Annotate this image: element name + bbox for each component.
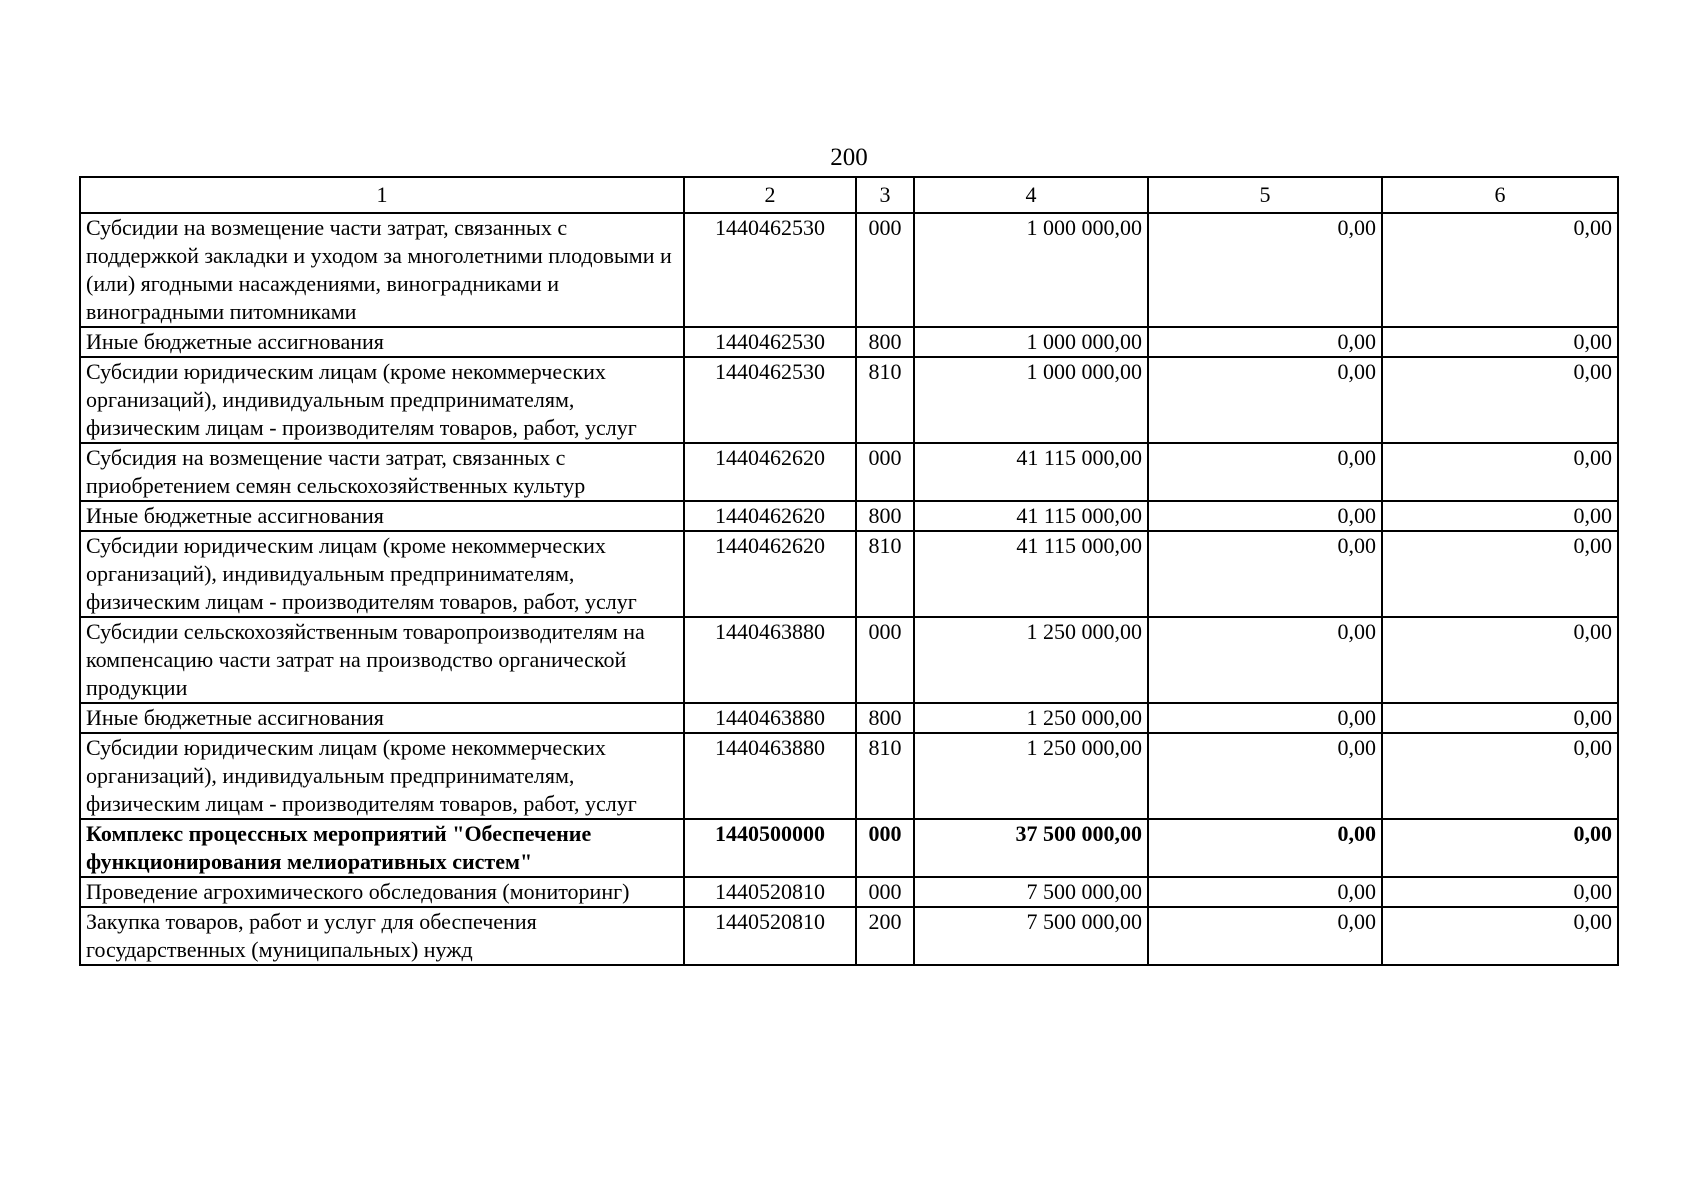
table-row [80, 907, 1618, 965]
row-name: Закупка товаров, работ и услуг для обеспечения государственных (муниципальных) нужд [80, 907, 684, 965]
row-amount-col5: 0,00 [1148, 907, 1382, 965]
row-expense-type: 200 [856, 907, 914, 965]
row-expense-type: 000 [856, 213, 914, 327]
row-amount-col4: 41 115 000,00 [914, 531, 1148, 617]
row-expense-type: 810 [856, 531, 914, 617]
column-header-2: 2 [684, 177, 856, 213]
row-target-code: 1440520810 [684, 907, 856, 965]
budget-table [79, 176, 1619, 966]
row-name: Субсидии юридическим лицам (кроме некоммерческих организаций), индивидуальным предпринимателям, физическим лицам - производителям товаров, работ, услуг [80, 531, 684, 617]
column-header-5: 5 [1148, 177, 1382, 213]
row-expense-type: 000 [856, 877, 914, 907]
row-amount-col4: 7 500 000,00 [914, 907, 1148, 965]
row-amount-col4: 1 000 000,00 [914, 327, 1148, 357]
row-amount-col5: 0,00 [1148, 877, 1382, 907]
row-name: Субсидии на возмещение части затрат, связанных с поддержкой закладки и уходом за многолетними плодовыми и (или) ягодными насаждениями, виноградниками и виноградными питомниками [80, 213, 684, 327]
row-amount-col4: 7 500 000,00 [914, 877, 1148, 907]
row-target-code: 1440463880 [684, 703, 856, 733]
column-number-row [80, 177, 1618, 213]
row-expense-type: 800 [856, 327, 914, 357]
row-target-code: 1440500000 [684, 819, 856, 877]
column-header-1: 1 [80, 177, 684, 213]
row-amount-col6: 0,00 [1382, 617, 1618, 703]
row-amount-col6: 0,00 [1382, 357, 1618, 443]
table-row [80, 501, 1618, 531]
row-amount-col5: 0,00 [1148, 327, 1382, 357]
row-target-code: 1440520810 [684, 877, 856, 907]
table-row [80, 213, 1618, 327]
row-target-code: 1440462530 [684, 357, 856, 443]
table-row [80, 877, 1618, 907]
row-amount-col4: 1 250 000,00 [914, 617, 1148, 703]
row-target-code: 1440462620 [684, 443, 856, 501]
row-target-code: 1440462530 [684, 213, 856, 327]
row-amount-col4: 1 250 000,00 [914, 733, 1148, 819]
row-amount-col6: 0,00 [1382, 531, 1618, 617]
row-amount-col5: 0,00 [1148, 443, 1382, 501]
row-name: Комплекс процессных мероприятий "Обеспечение функционирования мелиоративных систем" [80, 819, 684, 877]
page-number: 200 [830, 144, 868, 171]
row-amount-col5: 0,00 [1148, 703, 1382, 733]
row-expense-type: 810 [856, 357, 914, 443]
row-amount-col4: 1 000 000,00 [914, 357, 1148, 443]
row-amount-col6: 0,00 [1382, 703, 1618, 733]
row-target-code: 1440462620 [684, 501, 856, 531]
row-amount-col4: 1 250 000,00 [914, 703, 1148, 733]
row-amount-col5: 0,00 [1148, 501, 1382, 531]
row-target-code: 1440462530 [684, 327, 856, 357]
row-amount-col6: 0,00 [1382, 819, 1618, 877]
row-name: Иные бюджетные ассигнования [80, 501, 684, 531]
row-amount-col6: 0,00 [1382, 733, 1618, 819]
row-amount-col6: 0,00 [1382, 877, 1618, 907]
row-name: Субсидии юридическим лицам (кроме некоммерческих организаций), индивидуальным предпринимателям, физическим лицам - производителям товаров, работ, услуг [80, 357, 684, 443]
table-row [80, 819, 1618, 877]
row-amount-col4: 1 000 000,00 [914, 213, 1148, 327]
row-amount-col6: 0,00 [1382, 213, 1618, 327]
row-amount-col6: 0,00 [1382, 907, 1618, 965]
column-header-3: 3 [856, 177, 914, 213]
row-amount-col6: 0,00 [1382, 501, 1618, 531]
row-name: Иные бюджетные ассигнования [80, 703, 684, 733]
row-amount-col5: 0,00 [1148, 531, 1382, 617]
row-amount-col5: 0,00 [1148, 357, 1382, 443]
table-row [80, 443, 1618, 501]
row-expense-type: 000 [856, 819, 914, 877]
row-expense-type: 000 [856, 617, 914, 703]
row-target-code: 1440462620 [684, 531, 856, 617]
row-name: Проведение агрохимического обследования (мониторинг) [80, 877, 684, 907]
column-header-4: 4 [914, 177, 1148, 213]
row-amount-col5: 0,00 [1148, 733, 1382, 819]
row-target-code: 1440463880 [684, 617, 856, 703]
row-name: Субсидии сельскохозяйственным товаропроизводителям на компенсацию части затрат на производство органической продукции [80, 617, 684, 703]
row-amount-col4: 37 500 000,00 [914, 819, 1148, 877]
column-header-6: 6 [1382, 177, 1618, 213]
row-amount-col6: 0,00 [1382, 443, 1618, 501]
table-row [80, 327, 1618, 357]
table-row [80, 357, 1618, 443]
row-expense-type: 800 [856, 501, 914, 531]
row-expense-type: 810 [856, 733, 914, 819]
table-row [80, 703, 1618, 733]
row-target-code: 1440463880 [684, 733, 856, 819]
table-row [80, 733, 1618, 819]
table-body [80, 213, 1618, 965]
table-row [80, 617, 1618, 703]
row-amount-col5: 0,00 [1148, 819, 1382, 877]
row-amount-col5: 0,00 [1148, 213, 1382, 327]
row-amount-col4: 41 115 000,00 [914, 443, 1148, 501]
row-amount-col6: 0,00 [1382, 327, 1618, 357]
row-expense-type: 800 [856, 703, 914, 733]
row-name: Иные бюджетные ассигнования [80, 327, 684, 357]
row-amount-col4: 41 115 000,00 [914, 501, 1148, 531]
row-amount-col5: 0,00 [1148, 617, 1382, 703]
row-name: Субсидии юридическим лицам (кроме некоммерческих организаций), индивидуальным предпринимателям, физическим лицам - производителям товаров, работ, услуг [80, 733, 684, 819]
row-expense-type: 000 [856, 443, 914, 501]
table-row [80, 531, 1618, 617]
row-name: Субсидия на возмещение части затрат, связанных с приобретением семян сельскохозяйственных культур [80, 443, 684, 501]
